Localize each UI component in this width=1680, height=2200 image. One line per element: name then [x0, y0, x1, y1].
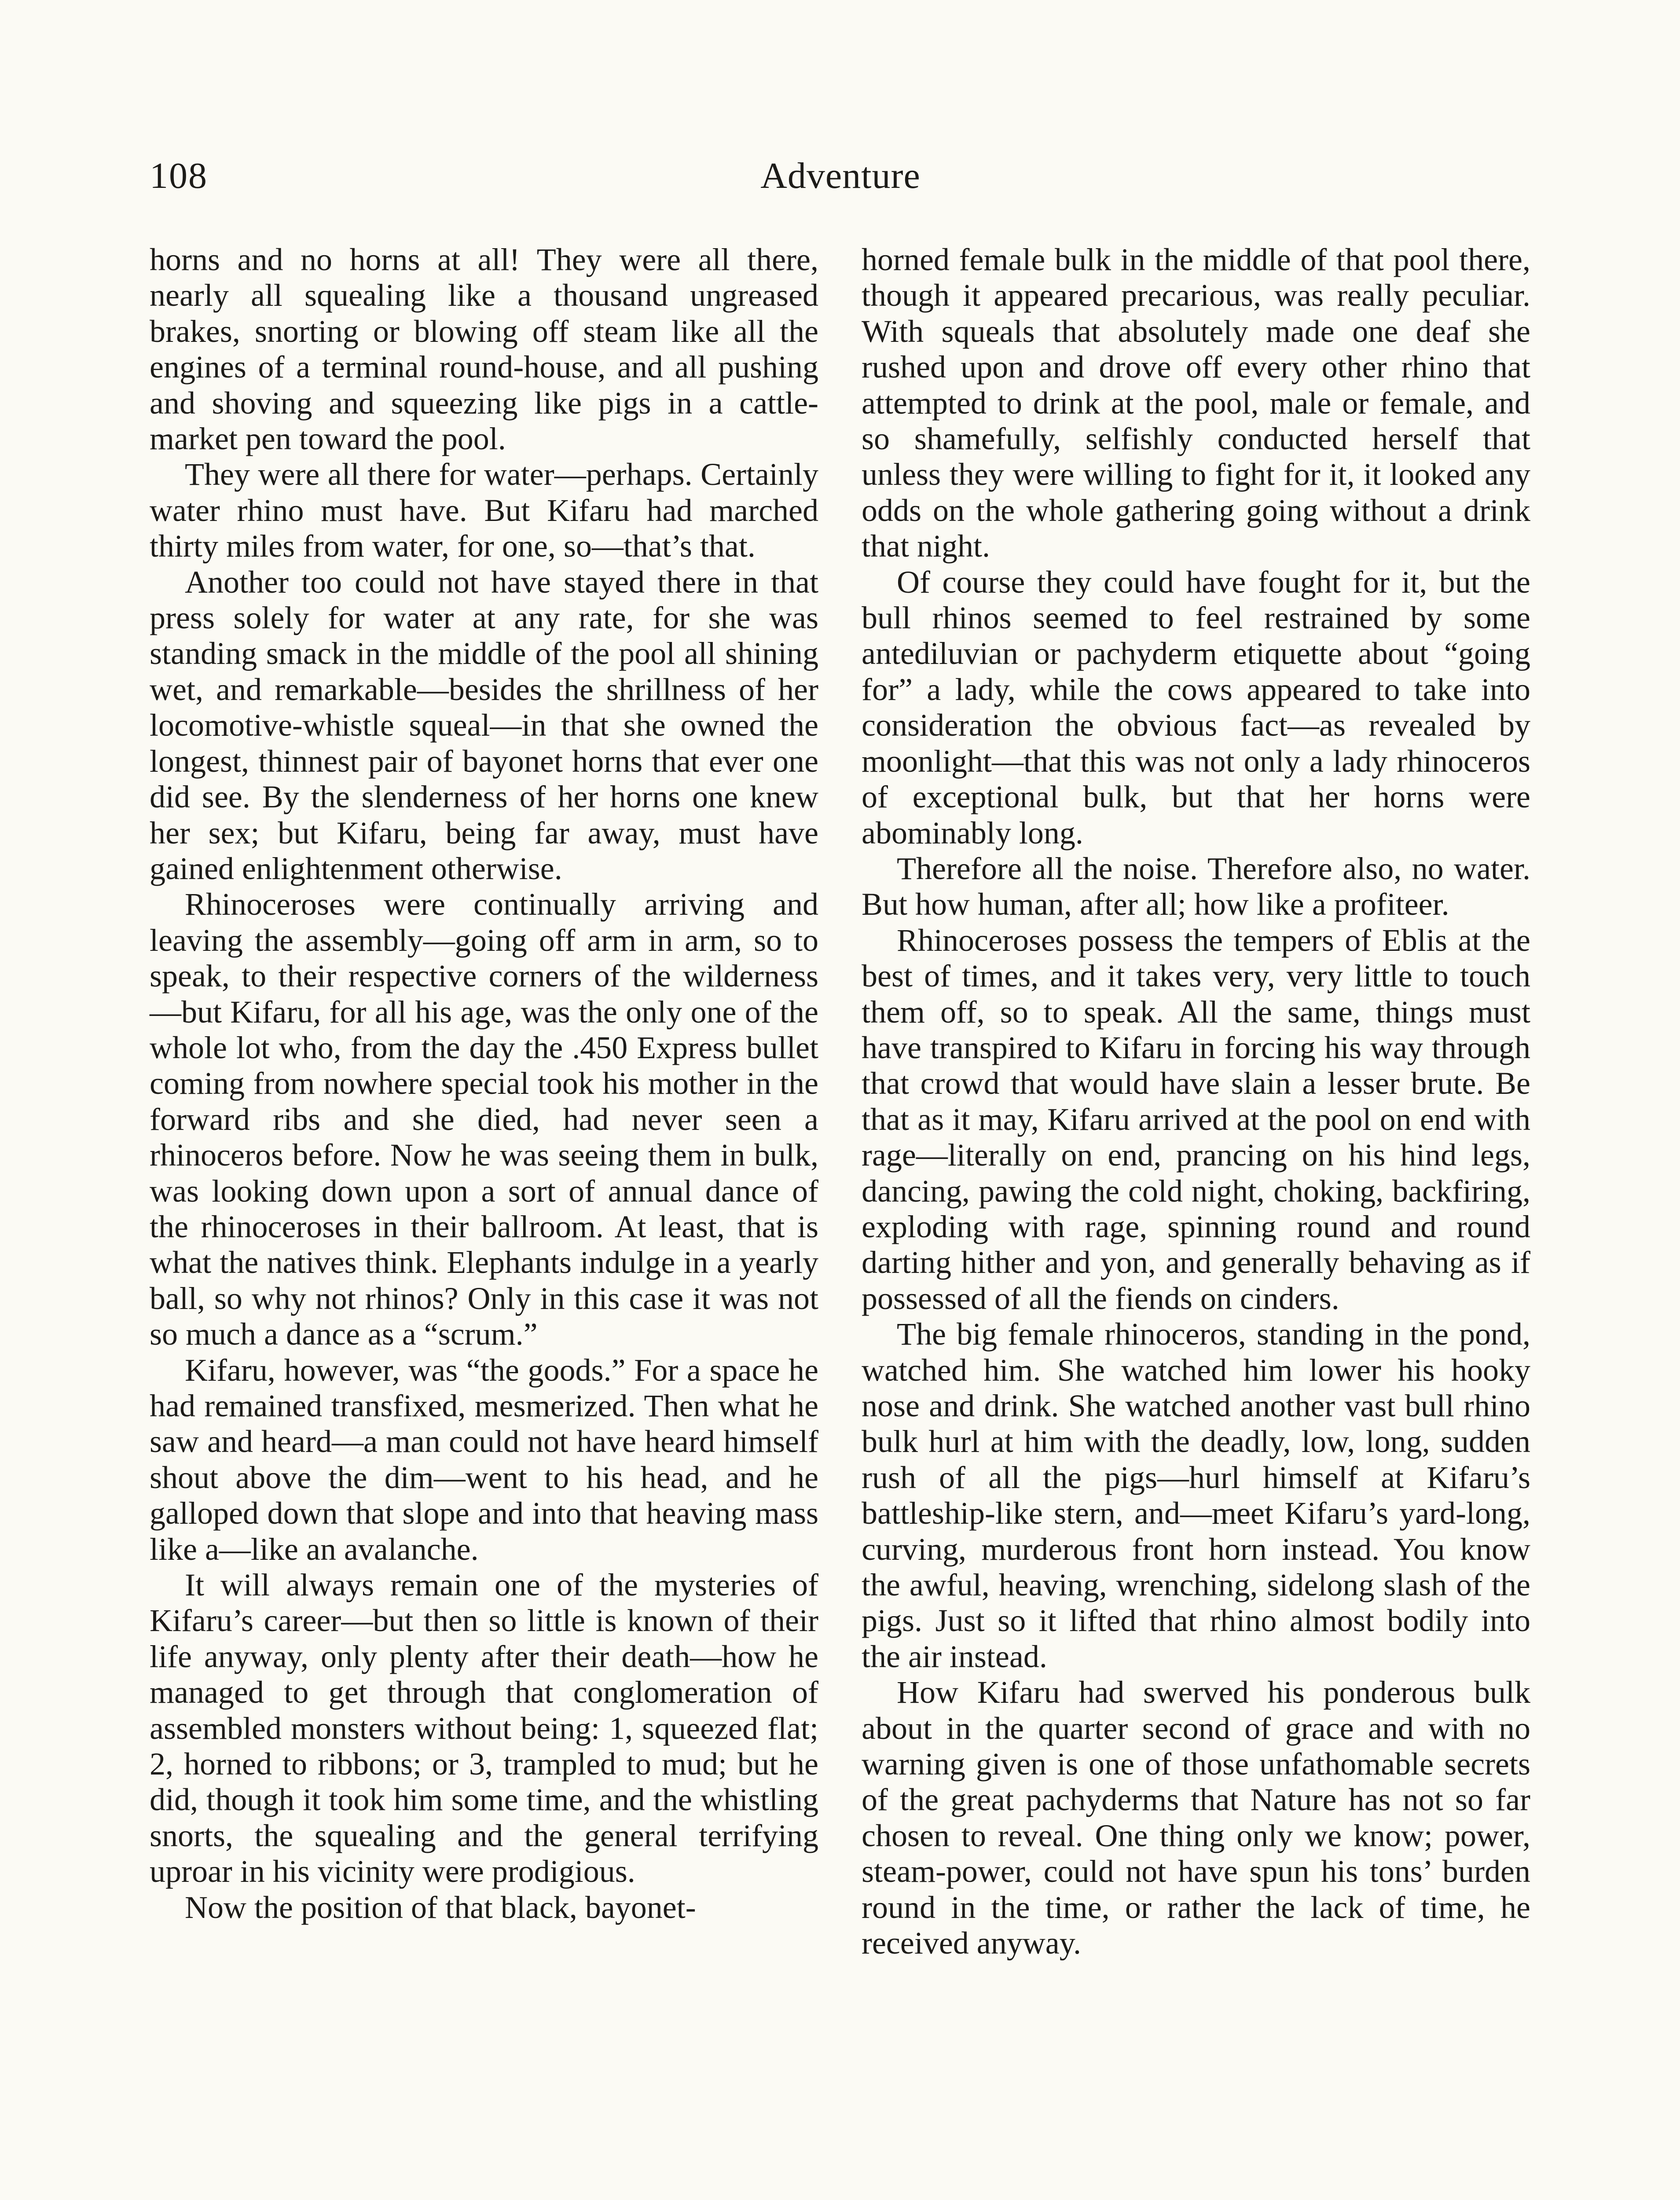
paragraph: Therefore all the noise. Therefore also, no water. But how human, after all; how like a profiteer. [862, 851, 1530, 922]
page-number: 108 [150, 155, 208, 196]
paragraph: Of course they could have fought for it, but the bull rhinos seemed to feel restrained by some antediluvian or pachyderm etiquette about “going for” a lady, while the cows appeared to take into consideration the obvious fact—as revealed by moonlight—that this was not only a lady rhinoceros of exceptional bulk, but that her horns were abominably long. [862, 564, 1530, 851]
paragraph: Kifaru, however, was “the goods.” For a space he had remained transfixed, mesmerized. Then what he saw and heard—a man could not have heard himself shout above the dim—went to his head, and he galloped down that slope and into that heaving mass like a—like an avalanche. [150, 1352, 818, 1567]
paragraph: Another too could not have stayed there in that press solely for water at any rate, for she was standing smack in the middle of the pool all shining wet, and remarkable—besides the shrillness of her locomotive-whistle squeal—in that she owned the longest, thinnest pair of bayonet horns that ever one did see. By the slenderness of her horns one knew her sex; but Kifaru, being far away, must have gained enlightenment otherwise. [150, 564, 818, 886]
paragraph: Rhinoceroses were continually arriving and leaving the assembly—going off arm in arm, so to speak, to their respective corners of the wilderness—but Kifaru, for all his age, was the only one of the whole lot who, from the day the .450 Express bullet coming from nowhere special took his mother in the forward ribs and she died, had never seen a rhinoceros before. Now he was seeing them in bulk, was looking down upon a sort of annual dance of the rhinoceroses in their ballroom. At least, that is what the natives think. Elephants indulge in a yearly ball, so why not rhinos? Only in this case it was not so much a dance as a “scrum.” [150, 887, 818, 1352]
running-title: Adventure [760, 155, 921, 196]
text-column-left [150, 242, 818, 1925]
page-header [150, 150, 1531, 211]
paragraph: horned female bulk in the middle of that pool there, though it appeared precarious, was really peculiar. With squeals that absolutely made one deaf she rushed upon and drove off every other rhino that attempted to drink at the pool, male or female, and so shamefully, selfishly conducted herself that unless they were willing to fight for it, it looked any odds on the whole gathering going without a drink that night. [862, 242, 1530, 564]
text-column-right [862, 242, 1530, 1962]
paragraph: They were all there for water—perhaps. Certainly water rhino must have. But Kifaru had marched thirty miles from water, for one, so—that’s that. [150, 457, 818, 564]
paragraph: It will always remain one of the mysteries of Kifaru’s career—but then so little is known of their life anyway, only plenty after their death—how he managed to get through that conglomeration of assembled monsters without being: 1, squeezed flat; 2, horned to ribbons; or 3, trampled to mud; but he did, though it took him some time, and the whistling snorts, the squealing and the general terrifying uproar in his vicinity were prodigious. [150, 1567, 818, 1889]
paragraph: The big female rhinoceros, standing in the pond, watched him. She watched him lower his hooky nose and drink. She watched another vast bull rhino bulk hurl at him with the deadly, low, long, sudden rush of all the pigs—hurl himself at Kifaru’s battleship-like stern, and—meet Kifaru’s yard-long, curving, murderous front horn instead. You know the awful, heaving, wrenching, sidelong slash of the pigs. Just so it lifted that rhino almost bodily into the air instead. [862, 1316, 1530, 1674]
paragraph: horns and no horns at all! They were all there, nearly all squealing like a thousand ungreased brakes, snorting or blowing off steam like all the engines of a terminal round-house, and all pushing and shoving and squeezing like pigs in a cattle-market pen toward the pool. [150, 242, 818, 457]
paragraph: Now the position of that black, bayonet- [185, 1889, 696, 1925]
paragraph: Rhinoceroses possess the tempers of Eblis at the best of times, and it takes very, very little to touch them off, so to speak. All the same, things must have transpired to Kifaru in forcing his way through that crowd that would have slain a lesser brute. Be that as it may, Kifaru arrived at the pool on end with rage—literally on end, prancing on his hind legs, dancing, pawing the cold night, choking, backfiring, exploding with rage, spinning round and round darting hither and yon, and generally behaving as if possessed of all the fiends on cinders. [862, 922, 1530, 1316]
paragraph: How Kifaru had swerved his ponderous bulk about in the quarter second of grace and with no warning given is one of those unfathomable secrets of the great pachyderms that Nature has not so far chosen to reveal. One thing only we know; power, steam-power, could not have spun his tons’ burden round in the time, or rather the lack of time, he received anyway. [862, 1675, 1530, 1961]
